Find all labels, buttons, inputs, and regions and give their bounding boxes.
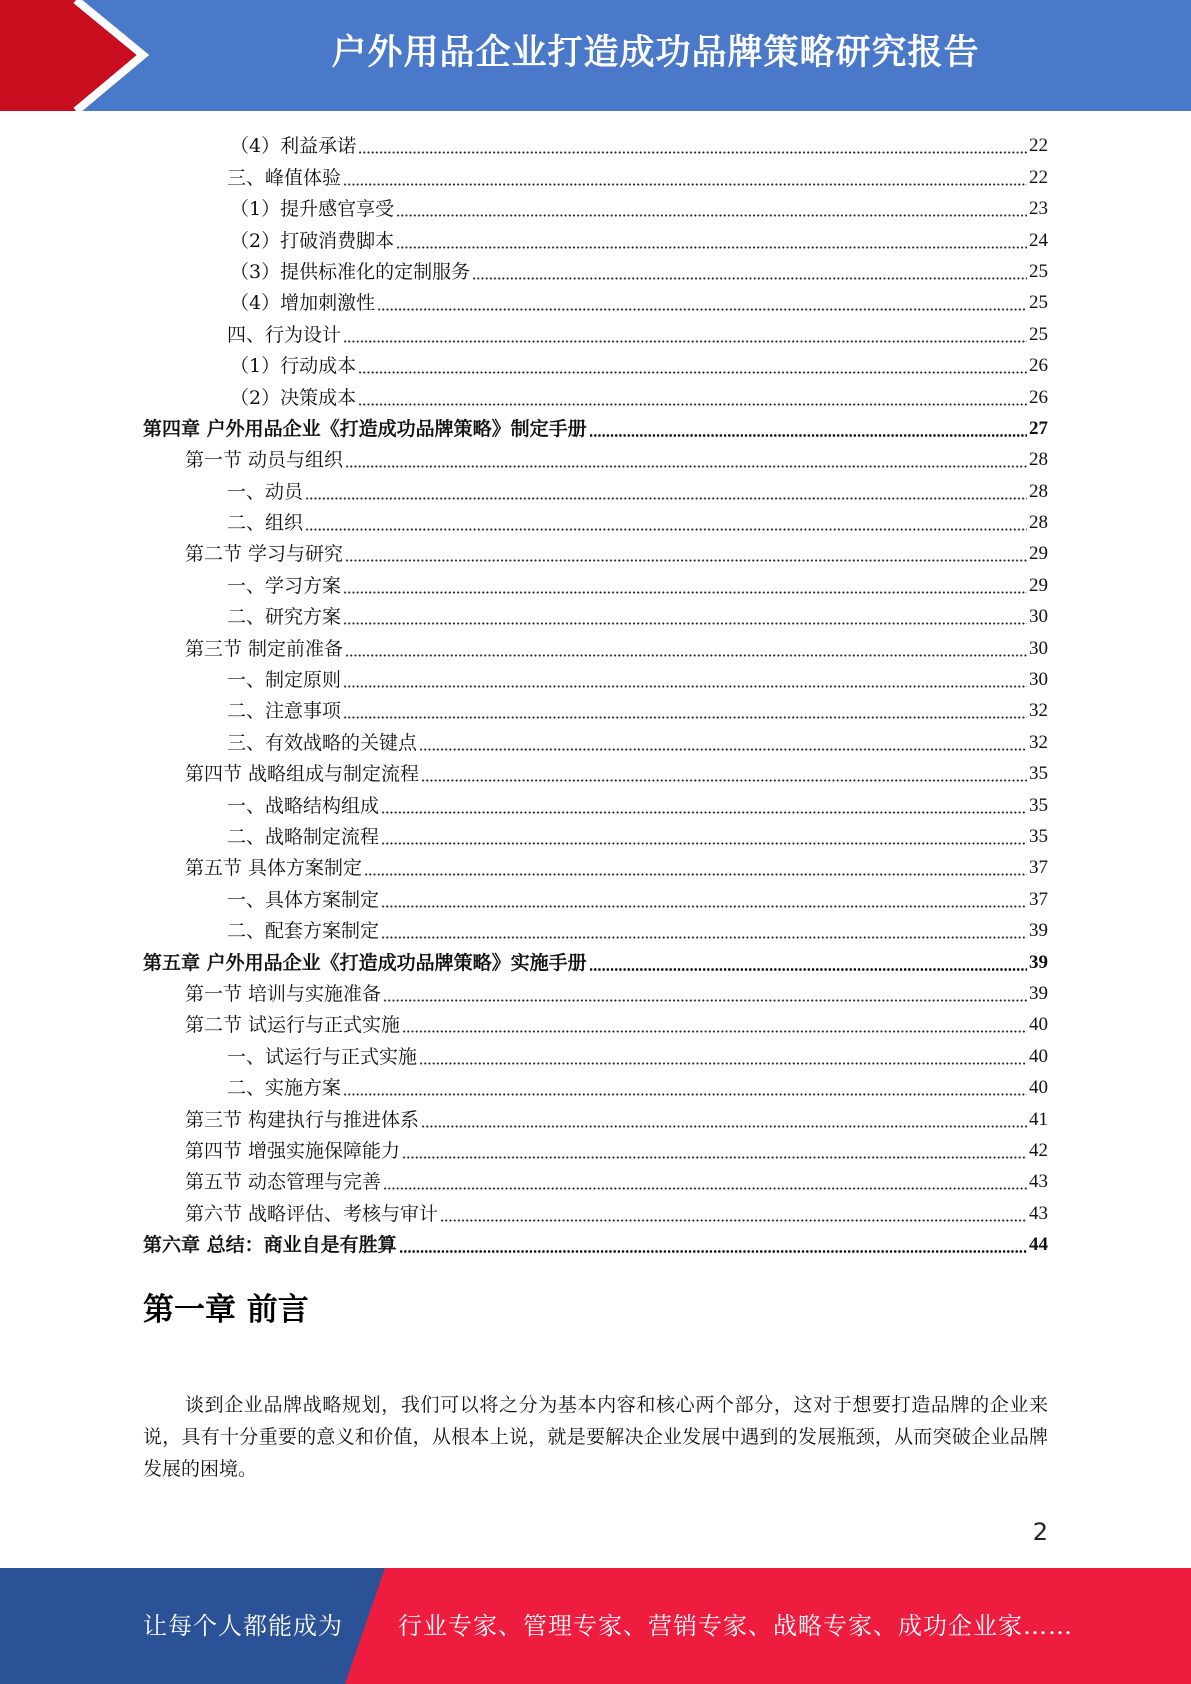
toc-dot-leader <box>343 685 1027 688</box>
toc-entry-title: 三、峰值体验 <box>227 166 342 189</box>
page-header <box>0 0 1191 111</box>
toc-entry-title: （2）打破消费脚本 <box>230 229 395 252</box>
toc-dot-leader <box>364 873 1027 876</box>
toc-dot-leader <box>343 183 1027 186</box>
toc-entry-page: 32 <box>1029 700 1048 722</box>
toc-entry[interactable] <box>143 190 1048 221</box>
toc-entry[interactable] <box>143 566 1048 597</box>
toc-dot-leader <box>472 277 1027 280</box>
toc-entry[interactable] <box>143 1037 1048 1068</box>
toc-dot-leader <box>589 968 1027 971</box>
toc-dot-leader <box>399 1250 1027 1253</box>
toc-dot-leader <box>343 340 1027 343</box>
toc-entry[interactable] <box>143 943 1048 974</box>
toc-entry[interactable] <box>143 1006 1048 1037</box>
toc-entry[interactable] <box>143 504 1048 535</box>
toc-entry[interactable] <box>143 661 1048 692</box>
toc-dot-leader <box>345 465 1027 468</box>
toc-entry[interactable] <box>143 975 1048 1006</box>
footer-slogan-right: 行业专家、管理专家、营销专家、战略专家、成功企业家…… <box>398 1612 1073 1640</box>
toc-entry-title: 二、注意事项 <box>227 700 342 723</box>
toc-dot-leader <box>345 654 1027 657</box>
toc-dot-leader <box>402 1030 1027 1033</box>
toc-entry-title: 一、学习方案 <box>227 574 342 597</box>
toc-entry-title: 一、动员 <box>227 480 304 503</box>
toc-entry-title: 二、配套方案制定 <box>227 920 380 943</box>
table-of-contents <box>143 127 1048 1257</box>
toc-entry-page: 42 <box>1029 1139 1048 1161</box>
toc-entry[interactable] <box>143 629 1048 660</box>
toc-dot-leader <box>381 905 1027 908</box>
toc-entry-title: （2）决策成本 <box>230 386 357 409</box>
toc-entry[interactable] <box>143 378 1048 409</box>
toc-entry[interactable] <box>143 1194 1048 1225</box>
toc-entry[interactable] <box>143 912 1048 943</box>
toc-entry[interactable] <box>143 755 1048 786</box>
toc-dot-leader <box>358 151 1027 154</box>
toc-entry-page: 40 <box>1029 1014 1048 1036</box>
toc-entry-page: 37 <box>1029 888 1048 910</box>
toc-entry-page: 22 <box>1029 135 1048 157</box>
toc-entry-page: 40 <box>1029 1045 1048 1067</box>
toc-entry-page: 43 <box>1029 1202 1048 1224</box>
toc-entry-title: 第三节 制定前准备 <box>185 637 344 660</box>
toc-entry-title: 一、试运行与正式实施 <box>227 1045 418 1068</box>
toc-entry[interactable] <box>143 253 1048 284</box>
toc-entry-title: 一、制定原则 <box>227 669 342 692</box>
toc-entry-title: 第三节 构建执行与推进体系 <box>185 1108 420 1131</box>
toc-entry-page: 26 <box>1029 355 1048 377</box>
toc-entry[interactable] <box>143 221 1048 252</box>
toc-entry[interactable] <box>143 315 1048 346</box>
toc-entry[interactable] <box>143 692 1048 723</box>
toc-entry-page: 35 <box>1029 763 1048 785</box>
toc-entry-page: 35 <box>1029 825 1048 847</box>
chapter-title: 第一章 前言 <box>143 1292 309 1328</box>
toc-entry[interactable] <box>143 1069 1048 1100</box>
toc-entry-page: 30 <box>1029 606 1048 628</box>
toc-entry-page: 25 <box>1029 260 1048 282</box>
toc-entry[interactable] <box>143 818 1048 849</box>
toc-entry[interactable] <box>143 849 1048 880</box>
toc-entry-title: 第一节 培训与实施准备 <box>185 982 382 1005</box>
toc-entry-page: 35 <box>1029 794 1048 816</box>
footer-slogan-left: 让每个人都能成为 <box>143 1612 343 1640</box>
toc-entry-title: 一、战略结构组成 <box>227 794 380 817</box>
toc-entry-page: 32 <box>1029 731 1048 753</box>
toc-entry[interactable] <box>143 723 1048 754</box>
toc-entry-page: 30 <box>1029 669 1048 691</box>
toc-dot-leader <box>383 999 1027 1002</box>
toc-entry-page: 41 <box>1029 1108 1048 1130</box>
toc-entry-page: 43 <box>1029 1171 1048 1193</box>
toc-entry[interactable] <box>143 472 1048 503</box>
toc-dot-leader <box>381 842 1027 845</box>
toc-entry[interactable] <box>143 1226 1048 1257</box>
toc-entry-page: 40 <box>1029 1077 1048 1099</box>
toc-dot-leader <box>358 371 1027 374</box>
toc-entry-title: 第五章 户外用品企业《打造成功品牌策略》实施手册 <box>143 951 587 974</box>
toc-entry-page: 39 <box>1029 920 1048 942</box>
toc-entry-title: （1）行动成本 <box>230 355 357 378</box>
toc-dot-leader <box>419 748 1027 751</box>
toc-dot-leader <box>305 528 1027 531</box>
toc-dot-leader <box>345 559 1027 562</box>
toc-dot-leader <box>419 1062 1027 1065</box>
toc-entry-title: 第四节 增强实施保障能力 <box>185 1139 401 1162</box>
toc-entry[interactable] <box>143 441 1048 472</box>
toc-entry-title: 二、实施方案 <box>227 1077 342 1100</box>
toc-dot-leader <box>343 716 1027 719</box>
toc-entry-title: 三、有效战略的关键点 <box>227 731 418 754</box>
toc-entry[interactable] <box>143 284 1048 315</box>
toc-entry[interactable] <box>143 127 1048 158</box>
toc-entry[interactable] <box>143 410 1048 441</box>
toc-dot-leader <box>381 811 1027 814</box>
toc-entry-title: 第五节 动态管理与完善 <box>185 1171 382 1194</box>
toc-entry-page: 26 <box>1029 386 1048 408</box>
toc-entry[interactable] <box>143 1100 1048 1131</box>
toc-entry-title: 一、具体方案制定 <box>227 888 380 911</box>
toc-dot-leader <box>305 497 1027 500</box>
toc-dot-leader <box>396 214 1027 217</box>
intro-paragraph: 谈到企业品牌战略规划，我们可以将之分为基本内容和核心两个部分，这对于想要打造品牌的企业来说，具有十分重要的意义和价值，从根本上说，就是要解决企业发展中遇到的发展瓶颈，从而突破企业品牌发展的困境。 <box>143 1394 1048 1480</box>
toc-entry-page: 28 <box>1029 480 1048 502</box>
toc-dot-leader <box>402 1156 1027 1159</box>
toc-entry-page: 25 <box>1029 292 1048 314</box>
toc-entry-title: 第四节 战略组成与制定流程 <box>185 763 420 786</box>
toc-dot-leader <box>343 622 1027 625</box>
toc-entry-title: 第二节 学习与研究 <box>185 543 344 566</box>
toc-entry-title: 第六章 总结：商业自是有胜算 <box>143 1234 397 1257</box>
toc-entry-title: 第六节 战略评估、考核与审计 <box>185 1202 439 1225</box>
toc-entry-page: 39 <box>1029 951 1048 973</box>
toc-dot-leader <box>589 434 1027 437</box>
toc-entry[interactable] <box>143 1163 1048 1194</box>
toc-entry-page: 23 <box>1029 198 1048 220</box>
toc-dot-leader <box>383 1187 1027 1190</box>
toc-dot-leader <box>343 1093 1027 1096</box>
toc-dot-leader <box>358 403 1027 406</box>
toc-entry-title: 二、研究方案 <box>227 606 342 629</box>
toc-entry-page: 37 <box>1029 857 1048 879</box>
toc-entry-title: 第四章 户外用品企业《打造成功品牌策略》制定手册 <box>143 417 587 440</box>
toc-entry-title: 第一节 动员与组织 <box>185 449 344 472</box>
page-footer <box>0 1568 1191 1684</box>
toc-entry[interactable] <box>143 347 1048 378</box>
toc-entry[interactable] <box>143 786 1048 817</box>
toc-entry-page: 39 <box>1029 982 1048 1004</box>
toc-entry-title: 二、组织 <box>227 512 304 535</box>
toc-entry-title: （4）利益承诺 <box>230 135 357 158</box>
toc-dot-leader <box>381 936 1027 939</box>
toc-entry-title: （1）提升感官享受 <box>230 198 395 221</box>
toc-entry-title: 第二节 试运行与正式实施 <box>185 1014 401 1037</box>
toc-entry[interactable] <box>143 158 1048 189</box>
page-number: 2 <box>1032 1518 1048 1546</box>
toc-entry-page: 24 <box>1029 229 1048 251</box>
toc-entry-page: 28 <box>1029 512 1048 534</box>
toc-entry-page: 29 <box>1029 574 1048 596</box>
toc-entry-page: 25 <box>1029 323 1048 345</box>
toc-dot-leader <box>421 779 1027 782</box>
toc-dot-leader <box>396 246 1027 249</box>
toc-entry[interactable] <box>143 535 1048 566</box>
toc-dot-leader <box>343 591 1027 594</box>
toc-entry-page: 28 <box>1029 449 1048 471</box>
toc-entry-title: （3）提供标准化的定制服务 <box>230 260 471 283</box>
toc-entry-page: 30 <box>1029 637 1048 659</box>
toc-entry-page: 44 <box>1029 1234 1048 1256</box>
toc-entry[interactable] <box>143 880 1048 911</box>
toc-entry-page: 27 <box>1029 417 1048 439</box>
toc-entry-title: 第五节 具体方案制定 <box>185 857 363 880</box>
toc-entry[interactable] <box>143 598 1048 629</box>
toc-dot-leader <box>440 1219 1027 1222</box>
toc-entry-title: （4）增加刺激性 <box>230 292 376 315</box>
toc-entry[interactable] <box>143 1132 1048 1163</box>
toc-entry-title: 四、行为设计 <box>227 323 342 346</box>
toc-entry-title: 二、战略制定流程 <box>227 825 380 848</box>
toc-dot-leader <box>377 308 1027 311</box>
toc-entry-page: 22 <box>1029 166 1048 188</box>
report-title: 户外用品企业打造成功品牌策略研究报告 <box>331 33 980 73</box>
toc-entry-page: 29 <box>1029 543 1048 565</box>
toc-dot-leader <box>421 1125 1027 1128</box>
